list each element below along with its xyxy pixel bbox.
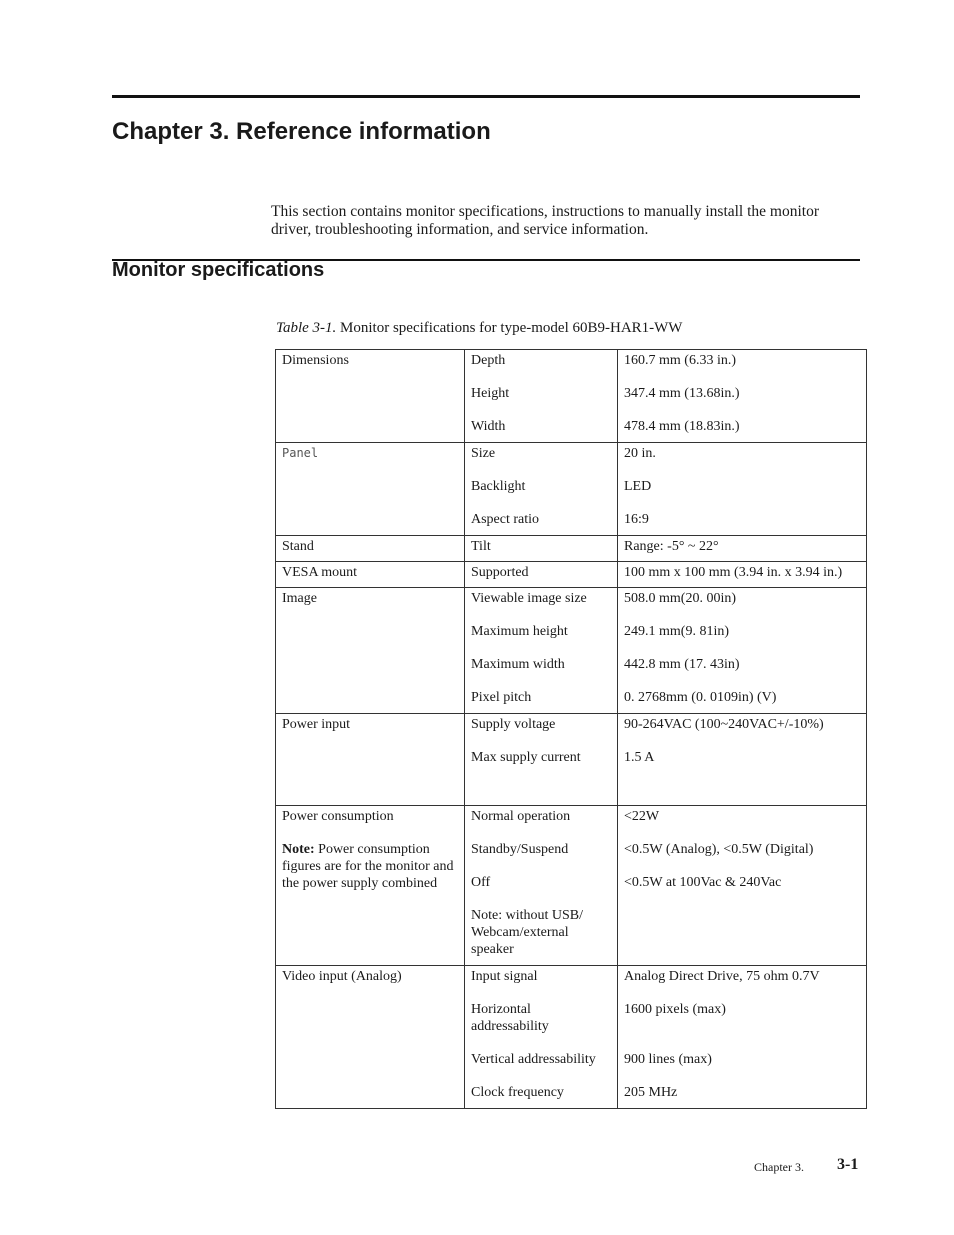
attr: Viewable image size	[471, 591, 587, 606]
attr: Clock frequency	[471, 1085, 564, 1100]
value-cell: 100 mm x 100 mm (3.94 in. x 3.94 in.)	[618, 562, 867, 588]
table-row	[276, 966, 867, 1109]
value-cell	[618, 806, 867, 966]
page-number: 3-1	[837, 1156, 859, 1173]
value: 90-264VAC (100~240VAC+/-10%)	[624, 717, 824, 732]
value: 249.1 mm(9. 81in)	[624, 624, 729, 639]
value-cell: Range: -5° ~ 22°	[618, 536, 867, 562]
intro-paragraph: This section contains monitor specifications, instructions to manually install the monitor driver, troubleshooting information, and service information.	[271, 203, 820, 238]
section-title: Monitor specifications	[112, 259, 325, 281]
attr: Aspect ratio	[471, 512, 540, 527]
category-cell: Dimensions	[276, 350, 465, 443]
note-text: Power consumption figures are for the monitor and the power supply combined	[282, 842, 454, 891]
category-label: Power consumption	[282, 809, 394, 824]
attr: Normal operation	[471, 809, 571, 824]
chapter-title: Chapter 3. Reference information	[112, 118, 491, 145]
value-cell	[618, 966, 867, 1109]
attr: Supply voltage	[471, 717, 556, 732]
table-caption	[276, 320, 682, 337]
category-cell: Video input (Analog)	[276, 966, 465, 1109]
value: 347.4 mm (13.68in.)	[624, 386, 740, 401]
table-caption-text: Monitor specifications for type-model 60B9-HAR1-WW	[336, 320, 683, 336]
spec-table	[275, 349, 867, 1109]
category-cell: Image	[276, 588, 465, 714]
value-cell	[618, 350, 867, 443]
value: <0.5W at 100Vac & 240Vac	[624, 875, 782, 890]
attr: Width	[471, 419, 506, 434]
value: 1.5 A	[624, 750, 655, 765]
attribute-cell: Supported	[465, 562, 618, 588]
table-row	[276, 536, 867, 562]
category-cell: Power input	[276, 714, 465, 806]
attr: Max supply current	[471, 750, 581, 765]
category-cell	[276, 806, 465, 966]
value: 442.8 mm (17. 43in)	[624, 657, 740, 672]
attribute-cell	[465, 966, 618, 1109]
value: <22W	[624, 809, 660, 824]
attr: Maximum width	[471, 657, 565, 672]
category-cell: VESA mount	[276, 562, 465, 588]
table-row	[276, 806, 867, 966]
table-row	[276, 443, 867, 536]
table-row	[276, 562, 867, 588]
table-row	[276, 588, 867, 714]
attr: Size	[471, 446, 496, 461]
attr: Standby/Suspend	[471, 842, 569, 857]
footer-chapter-label: Chapter 3.	[754, 1160, 804, 1174]
usb-note: Note: without USB/ Webcam/external speaker	[471, 908, 584, 957]
value: 1600 pixels (max)	[624, 1002, 726, 1017]
attr: Off	[471, 875, 491, 890]
attr: Height	[471, 386, 510, 401]
attr: Depth	[471, 353, 506, 368]
attr: Pixel pitch	[471, 690, 532, 705]
attribute-cell	[465, 443, 618, 536]
attr: Input signal	[471, 969, 538, 984]
attr: Maximum height	[471, 624, 568, 639]
value-cell	[618, 588, 867, 714]
value: 205 MHz	[624, 1085, 678, 1100]
attribute-cell	[465, 806, 618, 966]
value: 20 in.	[624, 446, 656, 461]
value: 0. 2768mm (0. 0109in) (V)	[624, 690, 777, 705]
category-label: Panel	[282, 446, 319, 460]
value-cell	[618, 714, 867, 806]
value: 508.0 mm(20. 00in)	[624, 591, 736, 606]
attribute-cell: Tilt	[465, 536, 618, 562]
attribute-cell	[465, 714, 618, 806]
table-row	[276, 714, 867, 806]
value: Analog Direct Drive, 75 ohm 0.7V	[624, 969, 820, 984]
attribute-cell	[465, 588, 618, 714]
value: 900 lines (max)	[624, 1052, 712, 1067]
note-label: Note:	[282, 842, 315, 857]
power-note	[282, 841, 458, 892]
attr: Vertical addressability	[471, 1052, 596, 1067]
value: LED	[624, 479, 652, 494]
table-caption-label: Table 3-1.	[276, 320, 337, 336]
attr: Horizontal addressability	[471, 1002, 549, 1034]
table-row	[276, 350, 867, 443]
category-cell: Stand	[276, 536, 465, 562]
value: 478.4 mm (18.83in.)	[624, 419, 740, 434]
value: 160.7 mm (6.33 in.)	[624, 353, 736, 368]
attribute-cell	[465, 350, 618, 443]
value: 16:9	[624, 512, 649, 527]
attr: Backlight	[471, 479, 526, 494]
value: <0.5W (Analog), <0.5W (Digital)	[624, 842, 814, 857]
value-cell	[618, 443, 867, 536]
chapter-rule	[112, 95, 860, 98]
category-cell	[276, 443, 465, 536]
